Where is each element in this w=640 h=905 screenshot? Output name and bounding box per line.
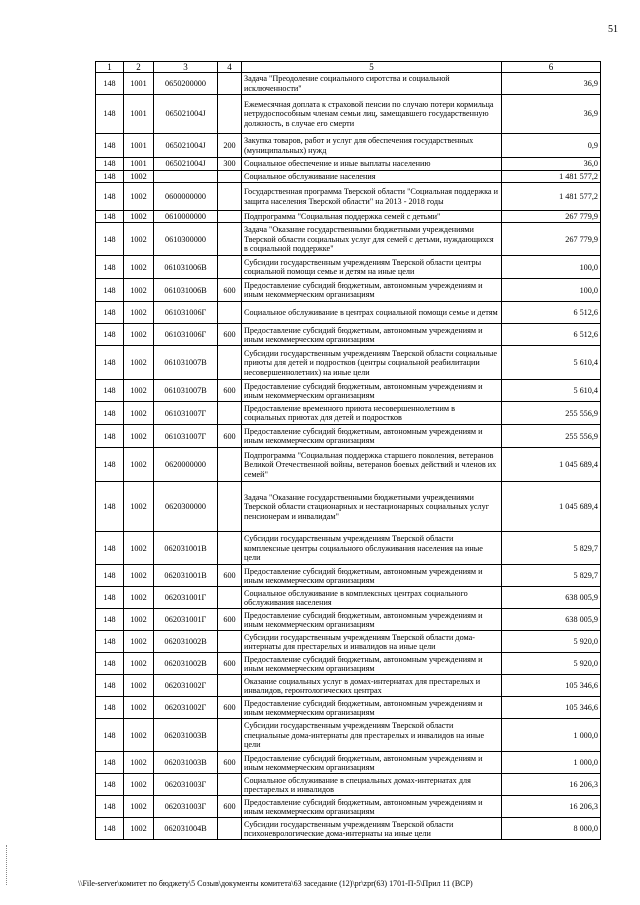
cell-expense-type — [218, 482, 242, 532]
cell-amount: 0,9 — [502, 134, 601, 158]
cell-description: Задача "Оказание государственными бюджетными учреждениями Тверской области социальных услуг для семей с детьми, нуждающихся в социальной поддержке" — [242, 223, 502, 256]
cell-section: 1001 — [124, 95, 154, 134]
cell-target-article: 065021004J — [154, 134, 218, 158]
cell-expense-type — [218, 402, 242, 425]
cell-amount: 5 610,4 — [502, 380, 601, 402]
cell-section: 1002 — [124, 587, 154, 609]
cell-target-article: 061031007Г — [154, 425, 218, 448]
table-row — [96, 279, 601, 302]
cell-description: Предоставление субсидий бюджетным, автономным учреждениям и иным некоммерческим организациям — [242, 279, 502, 302]
cell-section: 1002 — [124, 675, 154, 697]
cell-target-article: 062031003Г — [154, 774, 218, 796]
cell-target-article: 062031001В — [154, 565, 218, 587]
cell-description: Социальное обслуживание в специальных домах-интернатах для престарелых и инвалидов — [242, 774, 502, 796]
cell-code-admin: 148 — [96, 752, 124, 774]
cell-description: Подпрограмма "Социальная поддержка старшего поколения, ветеранов Великой Отечественной войны, ветеранов боевых действий и членов их семей" — [242, 448, 502, 482]
cell-section: 1002 — [124, 448, 154, 482]
cell-amount: 1 000,0 — [502, 752, 601, 774]
cell-section: 1002 — [124, 380, 154, 402]
cell-amount: 36,0 — [502, 158, 601, 170]
table-row — [96, 448, 601, 482]
header-col-5: 5 — [242, 62, 502, 73]
cell-section: 1002 — [124, 774, 154, 796]
cell-expense-type — [218, 675, 242, 697]
cell-section: 1002 — [124, 183, 154, 211]
cell-expense-type — [218, 448, 242, 482]
cell-code-admin: 148 — [96, 448, 124, 482]
table-row — [96, 609, 601, 631]
table-row — [96, 532, 601, 565]
cell-target-article: 062031002В — [154, 631, 218, 653]
cell-target-article: 0650200000 — [154, 73, 218, 95]
cell-target-article: 0620000000 — [154, 448, 218, 482]
cell-description: Предоставление субсидий бюджетным, автономным учреждениям и иным некоммерческим организациям — [242, 324, 502, 346]
cell-section: 1002 — [124, 223, 154, 256]
cell-code-admin: 148 — [96, 675, 124, 697]
cell-expense-type — [218, 631, 242, 653]
cell-target-article: 065021004J — [154, 158, 218, 170]
cell-expense-type — [218, 587, 242, 609]
cell-amount: 1 481 577,2 — [502, 170, 601, 182]
cell-description: Субсидии государственным учреждениям Тверской области дома-интернаты для престарелых и инвалидов на иные цели — [242, 631, 502, 653]
cell-code-admin: 148 — [96, 818, 124, 840]
cell-section: 1002 — [124, 532, 154, 565]
cell-target-article: 061031007В — [154, 380, 218, 402]
cell-amount: 6 512,6 — [502, 302, 601, 324]
cell-target-article: 062031002Г — [154, 675, 218, 697]
cell-expense-type — [218, 302, 242, 324]
header-col-4: 4 — [218, 62, 242, 73]
cell-section: 1002 — [124, 256, 154, 279]
table-row — [96, 158, 601, 170]
cell-amount: 255 556,9 — [502, 425, 601, 448]
header-col-6: 6 — [502, 62, 601, 73]
cell-expense-type: 600 — [218, 380, 242, 402]
cell-target-article: 061031006Г — [154, 324, 218, 346]
cell-description: Социальное обслуживание населения — [242, 170, 502, 182]
margin-marks — [6, 845, 9, 885]
table-row — [96, 73, 601, 95]
cell-section: 1002 — [124, 170, 154, 182]
cell-code-admin: 148 — [96, 279, 124, 302]
table-row — [96, 256, 601, 279]
header-col-2: 2 — [124, 62, 154, 73]
cell-code-admin: 148 — [96, 158, 124, 170]
cell-description: Предоставление субсидий бюджетным, автономным учреждениям и иным некоммерческим организациям — [242, 697, 502, 719]
cell-section: 1002 — [124, 324, 154, 346]
cell-target-article: 062031003В — [154, 752, 218, 774]
cell-amount: 267 779,9 — [502, 223, 601, 256]
cell-expense-type — [218, 95, 242, 134]
cell-section: 1001 — [124, 73, 154, 95]
cell-section: 1001 — [124, 158, 154, 170]
cell-section: 1002 — [124, 279, 154, 302]
cell-description: Предоставление временного приюта несовершеннолетним в социальных приютах для детей и подростков — [242, 402, 502, 425]
cell-section: 1002 — [124, 752, 154, 774]
cell-description: Социальное обеспечение и иные выплаты населению — [242, 158, 502, 170]
cell-target-article: 061031006Г — [154, 302, 218, 324]
cell-description: Предоставление субсидий бюджетным, автономным учреждениям и иным некоммерческим организациям — [242, 425, 502, 448]
table-row — [96, 170, 601, 182]
table-row — [96, 587, 601, 609]
cell-expense-type: 300 — [218, 158, 242, 170]
cell-amount: 5 829,7 — [502, 565, 601, 587]
cell-description: Предоставление субсидий бюджетным, автономным учреждениям и иным некоммерческим организациям — [242, 796, 502, 818]
table-row — [96, 565, 601, 587]
cell-expense-type — [218, 211, 242, 223]
cell-section: 1002 — [124, 302, 154, 324]
cell-amount: 267 779,9 — [502, 211, 601, 223]
table-row — [96, 223, 601, 256]
table-row — [96, 134, 601, 158]
cell-code-admin: 148 — [96, 719, 124, 752]
table-row — [96, 631, 601, 653]
cell-target-article: 062031003Г — [154, 796, 218, 818]
cell-section: 1002 — [124, 653, 154, 675]
cell-description: Субсидии государственным учреждениям Тверской области комплексные центры социального обслуживания населения на иные цели — [242, 532, 502, 565]
cell-expense-type — [218, 256, 242, 279]
cell-amount: 100,0 — [502, 279, 601, 302]
cell-amount: 8 000,0 — [502, 818, 601, 840]
cell-code-admin: 148 — [96, 223, 124, 256]
cell-code-admin: 148 — [96, 346, 124, 380]
cell-section: 1002 — [124, 609, 154, 631]
cell-expense-type: 600 — [218, 796, 242, 818]
cell-code-admin: 148 — [96, 697, 124, 719]
table-row — [96, 482, 601, 532]
table-row — [96, 752, 601, 774]
cell-amount: 638 005,9 — [502, 587, 601, 609]
cell-target-article: 062031001Г — [154, 609, 218, 631]
cell-expense-type — [218, 774, 242, 796]
cell-expense-type: 600 — [218, 609, 242, 631]
cell-target-article: 062031001В — [154, 532, 218, 565]
cell-expense-type — [218, 719, 242, 752]
cell-code-admin: 148 — [96, 134, 124, 158]
cell-section: 1002 — [124, 818, 154, 840]
cell-description: Ежемесячная доплата к страховой пенсии по случаю потери кормильца нетрудоспособным членам семьи лиц, замещавшего государственную должность, в случае его смерти — [242, 95, 502, 134]
cell-code-admin: 148 — [96, 211, 124, 223]
cell-amount: 638 005,9 — [502, 609, 601, 631]
cell-expense-type: 600 — [218, 752, 242, 774]
cell-code-admin: 148 — [96, 380, 124, 402]
cell-amount: 100,0 — [502, 256, 601, 279]
cell-description: Подпрограмма "Социальная поддержка семей с детьми" — [242, 211, 502, 223]
table-row — [96, 719, 601, 752]
cell-amount: 255 556,9 — [502, 402, 601, 425]
cell-code-admin: 148 — [96, 425, 124, 448]
cell-code-admin: 148 — [96, 302, 124, 324]
cell-section: 1002 — [124, 425, 154, 448]
cell-amount: 16 206,3 — [502, 796, 601, 818]
cell-code-admin: 148 — [96, 653, 124, 675]
cell-amount: 1 045 689,4 — [502, 448, 601, 482]
cell-amount: 36,9 — [502, 73, 601, 95]
cell-amount: 5 610,4 — [502, 346, 601, 380]
cell-code-admin: 148 — [96, 796, 124, 818]
cell-amount: 5 829,7 — [502, 532, 601, 565]
header-col-3: 3 — [154, 62, 218, 73]
cell-code-admin: 148 — [96, 324, 124, 346]
cell-expense-type: 600 — [218, 565, 242, 587]
cell-expense-type — [218, 170, 242, 182]
cell-expense-type — [218, 346, 242, 380]
cell-description: Субсидии государственным учреждениям Тверской области специальные дома-интернаты для престарелых и инвалидов на иные цели — [242, 719, 502, 752]
cell-target-article: 062031001Г — [154, 587, 218, 609]
cell-amount: 1 000,0 — [502, 719, 601, 752]
cell-amount: 5 920,0 — [502, 653, 601, 675]
cell-target-article: 061031006В — [154, 256, 218, 279]
cell-description: Задача "Оказание государственными бюджетными учреждениями Тверской области стационарных и нестационарных социальных услуг пенсионерам и инвалидам" — [242, 482, 502, 532]
cell-amount: 5 920,0 — [502, 631, 601, 653]
cell-expense-type — [218, 183, 242, 211]
cell-amount: 36,9 — [502, 95, 601, 134]
budget-table — [95, 61, 601, 840]
cell-amount: 105 346,6 — [502, 675, 601, 697]
cell-description: Социальное обслуживание в комплексных центрах социального обслуживания населения — [242, 587, 502, 609]
cell-expense-type: 600 — [218, 653, 242, 675]
cell-description: Задача "Преодоление социального сиротства и социальной исключенности" — [242, 73, 502, 95]
cell-description: Предоставление субсидий бюджетным, автономным учреждениям и иным некоммерческим организациям — [242, 565, 502, 587]
cell-expense-type — [218, 223, 242, 256]
cell-target-article: 061031006В — [154, 279, 218, 302]
cell-expense-type: 600 — [218, 425, 242, 448]
table-row — [96, 324, 601, 346]
cell-code-admin: 148 — [96, 532, 124, 565]
cell-description: Субсидии государственным учреждениям Тверской области психоневрологические дома-интернаты на иные цели — [242, 818, 502, 840]
cell-expense-type: 200 — [218, 134, 242, 158]
table-row — [96, 302, 601, 324]
cell-code-admin: 148 — [96, 482, 124, 532]
table-row — [96, 346, 601, 380]
cell-description: Социальное обслуживание в центрах социальной помощи семье и детям — [242, 302, 502, 324]
page-number: 51 — [608, 24, 618, 35]
cell-code-admin: 148 — [96, 565, 124, 587]
cell-code-admin: 148 — [96, 183, 124, 211]
cell-target-article: 0610000000 — [154, 211, 218, 223]
cell-description: Субсидии государственным учреждениям Тверской области социальные приюты для детей и подростков (центры социальной реабилитации несовершеннолетних) на иные цели — [242, 346, 502, 380]
cell-expense-type — [218, 532, 242, 565]
cell-description: Государственная программа Тверской области "Социальная поддержка и защита населения Тверской области" на 2013 - 2018 годы — [242, 183, 502, 211]
table-row — [96, 425, 601, 448]
cell-target-article: 062031004В — [154, 818, 218, 840]
cell-target-article: 062031003В — [154, 719, 218, 752]
cell-expense-type: 600 — [218, 324, 242, 346]
cell-code-admin: 148 — [96, 95, 124, 134]
cell-section: 1002 — [124, 346, 154, 380]
table-row — [96, 380, 601, 402]
cell-target-article: 0610300000 — [154, 223, 218, 256]
table-row — [96, 675, 601, 697]
table-row — [96, 697, 601, 719]
table-body — [96, 73, 601, 840]
cell-section: 1002 — [124, 719, 154, 752]
table-row — [96, 818, 601, 840]
header-col-1: 1 — [96, 62, 124, 73]
cell-description: Предоставление субсидий бюджетным, автономным учреждениям и иным некоммерческим организациям — [242, 609, 502, 631]
cell-code-admin: 148 — [96, 631, 124, 653]
cell-target-article: 062031002Г — [154, 697, 218, 719]
cell-code-admin: 148 — [96, 73, 124, 95]
table-row — [96, 796, 601, 818]
cell-amount: 1 045 689,4 — [502, 482, 601, 532]
cell-section: 1001 — [124, 134, 154, 158]
table-row — [96, 402, 601, 425]
cell-target-article: 0620300000 — [154, 482, 218, 532]
cell-code-admin: 148 — [96, 170, 124, 182]
cell-section: 1002 — [124, 796, 154, 818]
cell-code-admin: 148 — [96, 587, 124, 609]
cell-target-article: 065021004J — [154, 95, 218, 134]
cell-expense-type — [218, 818, 242, 840]
cell-expense-type: 600 — [218, 279, 242, 302]
cell-code-admin: 148 — [96, 774, 124, 796]
table-row — [96, 183, 601, 211]
cell-section: 1002 — [124, 211, 154, 223]
cell-description: Оказание социальных услуг в домах-интернатах для престарелых и инвалидов, геронтологических центрах — [242, 675, 502, 697]
table-header-row — [96, 62, 601, 73]
cell-code-admin: 148 — [96, 609, 124, 631]
cell-target-article: 061031007В — [154, 346, 218, 380]
cell-expense-type — [218, 73, 242, 95]
cell-section: 1002 — [124, 697, 154, 719]
cell-target-article: 0600000000 — [154, 183, 218, 211]
cell-section: 1002 — [124, 402, 154, 425]
table-row — [96, 774, 601, 796]
cell-description: Предоставление субсидий бюджетным, автономным учреждениям и иным некоммерческим организациям — [242, 752, 502, 774]
table-row — [96, 653, 601, 675]
cell-target-article: 061031007Г — [154, 402, 218, 425]
cell-target-article: 062031002В — [154, 653, 218, 675]
table-row — [96, 211, 601, 223]
cell-section: 1002 — [124, 565, 154, 587]
cell-section: 1002 — [124, 482, 154, 532]
table-row — [96, 95, 601, 134]
cell-target-article — [154, 170, 218, 182]
cell-amount: 1 481 577,2 — [502, 183, 601, 211]
cell-description: Субсидии государственным учреждениям Тверской области центры социальной помощи семье и детям на иные цели — [242, 256, 502, 279]
cell-section: 1002 — [124, 631, 154, 653]
cell-code-admin: 148 — [96, 402, 124, 425]
file-path-footer: \\File-server\комитет по бюджету\5 Созыв\документы комитета\63 заседание (12)\pr\zpr(63) 1701-П-5\Прил 11 (ВСР) — [78, 879, 473, 888]
cell-amount: 6 512,6 — [502, 324, 601, 346]
cell-amount: 16 206,3 — [502, 774, 601, 796]
cell-amount: 105 346,6 — [502, 697, 601, 719]
cell-description: Предоставление субсидий бюджетным, автономным учреждениям и иным некоммерческим организациям — [242, 653, 502, 675]
cell-description: Предоставление субсидий бюджетным, автономным учреждениям и иным некоммерческим организациям — [242, 380, 502, 402]
cell-description: Закупка товаров, работ и услуг для обеспечения государственных (муниципальных) нужд — [242, 134, 502, 158]
cell-expense-type: 600 — [218, 697, 242, 719]
cell-code-admin: 148 — [96, 256, 124, 279]
